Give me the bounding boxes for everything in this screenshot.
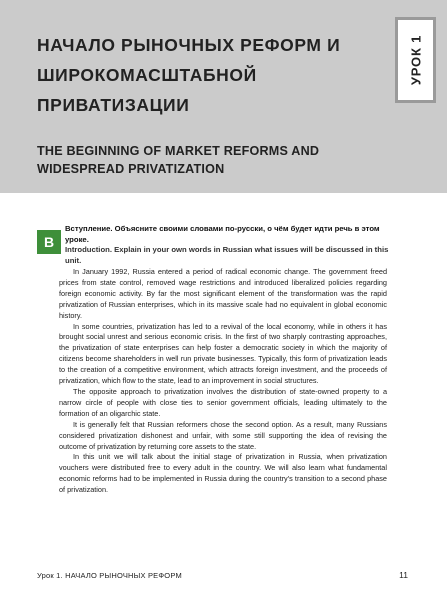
title-russian: НАЧАЛО РЫНОЧНЫХ РЕФОРМ И ШИРОКОМАСШТАБНОЙ ПРИВАТИЗАЦИИ (37, 35, 341, 115)
page-footer (37, 571, 408, 583)
page-number: 11 (399, 570, 408, 580)
task-instruction (65, 224, 405, 266)
paragraph: In some countries, privatization has led to a revival of the local economy, while in others it has brought social unrest and serious economic crisis. In the first of two sharply contrasting approaches, the privatization of state enterprises can help foster a democratic society in which the majority of citizens become shareholders in well run private businesses. Typically, this form of privatization leads to the creation of a competitive environment, which attracts foreign investment, and the proceeds of privatization, which flow to the state, lead to an improvement in social structures. (59, 321, 387, 386)
paragraph: It is generally felt that Russian reformers chose the second option. As a result, many Russians considered privatization dishonest and unfair, with some still supporting the idea of revising the outcome of privatization by returning core assets to the state. (59, 419, 387, 451)
section-badge: B (37, 230, 61, 254)
page-header (0, 0, 447, 193)
lesson-tab-label: УРОК 1 (408, 34, 423, 86)
body-text (59, 267, 387, 496)
paragraph: The opposite approach to privatization involves the distribution of state-owned property to a narrow circle of people with close ties to senior government officials, leading ultimately to the formation of an oligarchic state. (59, 386, 387, 418)
paragraph: In January 1992, Russia entered a period of radical economic change. The government freed prices from state control, removed wage restrictions and introduced liberalized policies regarding foreign economic activity. By far the most significant element of the transformation was the rapid privatization of Russian enterprises, which in its massive scale had no equivalent in global economic history. (59, 267, 387, 320)
instruction-russian: Вступление. Объясните своими словами по-русски, о чём будет идти речь в этом уроке. (65, 224, 380, 244)
lesson-tab (395, 17, 436, 103)
paragraph: In this unit we will talk about the initial stage of privatization in Russia, when privatization vouchers were distributed free to every adult in the country. We will also learn what fundamental economic reforms had to be implemented in Russia during the country's transition to a second phase of privatization. (59, 452, 387, 495)
footer-lesson-label: Урок 1. НАЧАЛО РЫНОЧНЫХ РЕФОРМ (37, 571, 182, 580)
instruction-english: Introduction. Explain in your own words in Russian what issues will be discussed in this unit. (65, 245, 389, 265)
title-english: THE BEGINNING OF MARKET REFORMS AND WIDESPREAD PRIVATIZATION (37, 144, 320, 176)
